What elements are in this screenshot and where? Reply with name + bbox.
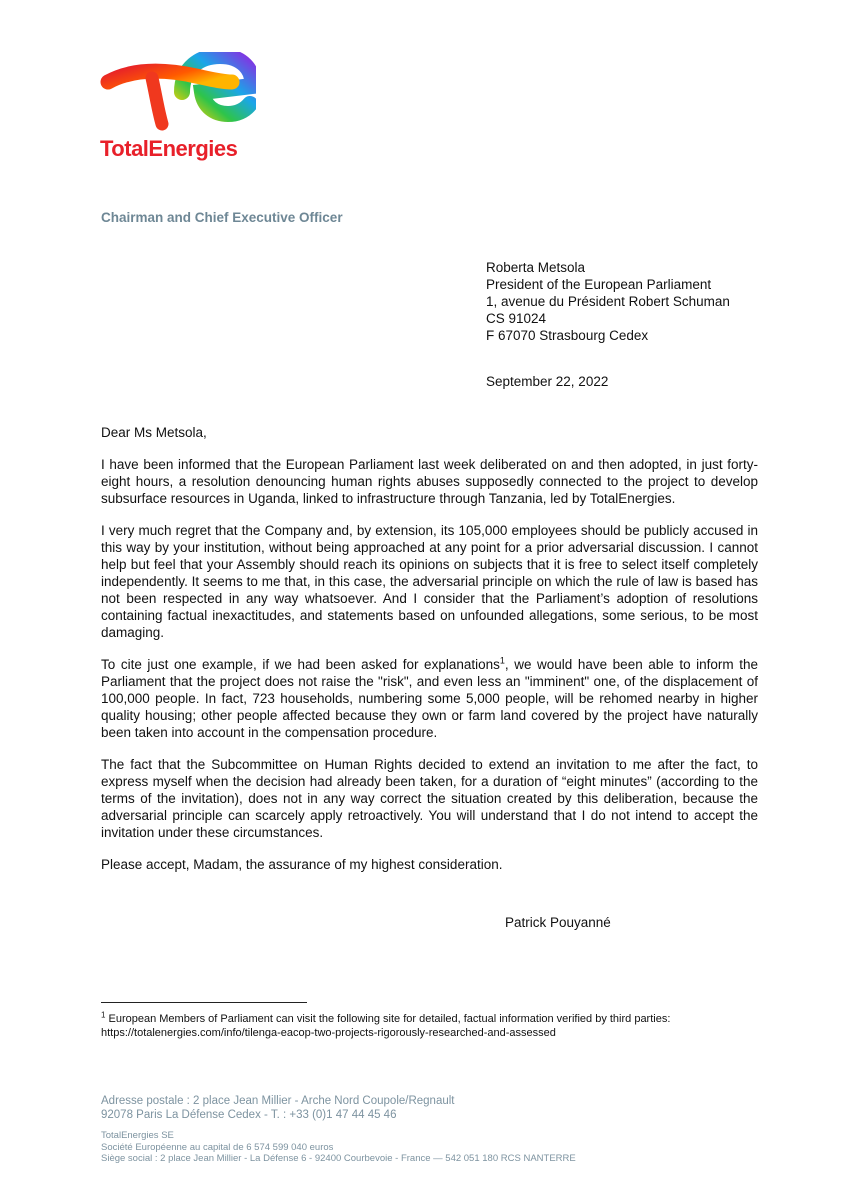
footer-address-line-1: Adresse postale : 2 place Jean Millier - Arche Nord Coupole/Regnault [101,1095,455,1107]
recipient-name: Roberta Metsola [486,260,586,275]
recipient-box: CS 91024 [486,311,547,326]
footer-company-name: TotalEnergies SE [101,1130,174,1141]
company-logo [96,52,256,168]
footnote [101,1012,761,1040]
closing-paragraph: Please accept, Madam, the assurance of my highest consideration. [101,857,503,872]
recipient-address [486,259,730,344]
paragraph-3 [101,656,758,741]
footer-postal-address [101,1094,455,1122]
paragraph-1: I have been informed that the European Parliament last week deliberated on and then adopted, in just forty-eight hours, a resolution denouncing human rights abuses supposedly connected to the project to develop subsurface resources in Uganda, linked to infrastructure through Tanzania, led by TotalEnergies. [101,457,758,506]
sender-title: Chairman and Chief Executive Officer [101,210,343,225]
footnote-text-line [101,1012,761,1026]
signature-name: Patrick Pouyanné [505,915,611,930]
footnote-reference: 1 [499,655,505,666]
footnote-text: European Members of Parliament can visit the following site for detailed, factual information verified by third parties: [105,1013,671,1025]
recipient-city: F 67070 Strasbourg Cedex [486,328,649,343]
letter-date: September 22, 2022 [486,374,609,389]
paragraph-4: The fact that the Subcommittee on Human Rights decided to extend an invitation to me after the fact, to express myself when the decision had already been taken, for a duration of “eight minutes” (according to the terms of the invitation), does not in any way correct the situation created by this deliberation, because the adversarial principle can scarcely apply retroactively. You will understand that I do not intend to accept the invitation under these circumstances. [101,757,758,840]
footer-company-capital: Société Européenne au capital de 6 574 599 040 euros [101,1141,334,1153]
footnote-marker: 1 [101,1010,106,1020]
totalenergies-rainbow-logo-icon [100,52,256,132]
paragraph-3-text-b: , we would have been able to inform the Parliament that the project does not raise the "risk", and even less an "imminent" one, of the displacement of 100,000 people. In fact, 723 households, numbering some 5,000 people, will be rehomed nearby in higher quality housing; other people affected because they own or farm land covered by the project have naturally been taken into account in the compensation procedure. [101,657,759,740]
footer-company-info [101,1130,576,1165]
paragraph-2: I very much regret that the Company and, by extension, its 105,000 employees should be publicly accused in this way by your institution, without being approached at any point for a prior adversarial discussion. I cannot help but feel that your Assembly should reach its opinions on subjects that it is free to select itself completely independently. It seems to me that, in this case, the adversarial principle on which the rule of law is based has not been respected in any way whatsoever. And I consider that the Parliament’s adoption of resolutions containing factual inexactitudes, and statements based on unfounded allegations, some serious, to be most damaging. [101,523,758,640]
footer-address-line-2: 92078 Paris La Défense Cedex - T. : +33 (0)1 47 44 45 46 [101,1109,397,1121]
letter-body [101,424,758,888]
recipient-street: 1, avenue du Président Robert Schuman [486,294,730,309]
footnote-url: https://totalenergies.com/info/tilenga-eacop-two-projects-rigorously-researched-and-assessed [101,1027,556,1039]
brand-name: TotalEnergies [100,136,238,161]
salutation: Dear Ms Metsola, [101,425,207,440]
footer-company-seat: Siège social : 2 place Jean Millier - La Défense 6 - 92400 Courbevoie - France — 542 051 180 RCS NANTERRE [101,1153,576,1164]
footnote-divider [101,1002,307,1003]
paragraph-3-text-a: To cite just one example, if we had been asked for explanations [101,657,500,672]
recipient-position: President of the European Parliament [486,277,712,292]
